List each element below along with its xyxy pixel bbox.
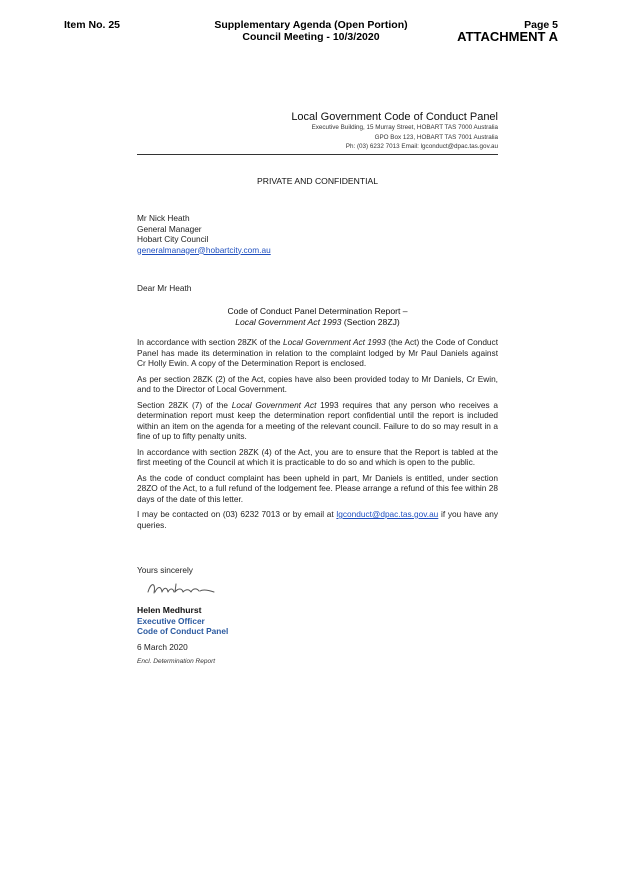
subject-line2 [137, 317, 498, 328]
attachment-label: ATTACHMENT A [457, 29, 558, 44]
paragraph-contact [137, 509, 498, 530]
letter-body [137, 337, 498, 535]
paragraph-copies: As per section 28ZK (2) of the Act, copies have also been provided today to Mr Daniels, Cr Ewin, and to the Director of Local Government. [137, 373, 498, 394]
recipient-address [137, 213, 271, 255]
subject-section: (Section 28ZJ) [341, 317, 400, 327]
signer-block [137, 605, 228, 637]
recipient-email-link[interactable]: generalmanager@hobartcity.com.au [137, 244, 271, 255]
subject-heading [137, 306, 498, 328]
letterhead [291, 111, 498, 152]
letterhead-postal: GPO Box 123, HOBART TAS 7001 Australia [374, 133, 498, 141]
paragraph-confidentiality [137, 400, 498, 442]
enclosure-note: Encl. Determination Report [137, 658, 216, 665]
recipient-organisation: Hobart City Council [137, 234, 209, 244]
signature-image [145, 578, 217, 598]
signer-name: Helen Medhurst [137, 605, 202, 615]
letterhead-divider [137, 154, 498, 155]
agenda-heading [200, 19, 422, 43]
paragraph-text: if you have any queries. [137, 509, 498, 530]
meeting-date: Council Meeting - 10/3/2020 [242, 31, 380, 43]
paragraph-determination [137, 337, 498, 369]
signoff: Yours sincerely [137, 565, 193, 575]
contact-email-link[interactable]: lgconduct@dpac.tas.gov.au [336, 509, 439, 519]
page-info [457, 19, 558, 43]
letterhead-address: Executive Building, 15 Murray Street, HOBART TAS 7000 Australia [311, 124, 498, 131]
item-number: Item No. 25 [64, 19, 121, 31]
subject-line1: Code of Conduct Panel Determination Report – [227, 306, 408, 316]
paragraph-tabling: In accordance with section 28ZK (4) of the Act, you are to ensure that the Report is tabled at the first meeting of the Council at which it is practicable to do so and which is open to the public. [137, 446, 498, 467]
recipient-title: General Manager [137, 223, 202, 234]
signer-panel: Code of Conduct Panel [137, 626, 229, 636]
letter-date: 6 March 2020 [137, 642, 188, 652]
paragraph-text: 1993 requires that any person who receives a determination report must keep the determination report confidential until the report is included within an item on the agenda for a meeting of the relevant council. Failure to do so may result in a fine of up to fifty penalty units. [137, 399, 499, 441]
agenda-title: Supplementary Agenda (Open Portion) [214, 19, 408, 31]
salutation: Dear Mr Heath [137, 283, 192, 293]
page-number: Page 5 [524, 19, 558, 31]
paragraph-text: In accordance with section 28ZK of the [137, 337, 283, 347]
act-name: Local Government Act [231, 399, 317, 410]
letterhead-contact: Ph: (03) 6232 7013 Email: lgconduct@dpac.tas.gov.au [345, 143, 498, 150]
signer-role: Executive Officer [137, 615, 205, 626]
paragraph-text: Section 28ZK (7) of the [137, 399, 232, 410]
paragraph-text: (the Act) the Code of Conduct Panel has made its determination in relation to the complaint lodged by Mr Paul Daniels against Cr Holly Ewin. A copy of the Determination Report is enclosed. [137, 337, 499, 368]
recipient-name: Mr Nick Heath [137, 213, 190, 223]
letterhead-title: Local Government Code of Conduct Panel [291, 111, 498, 123]
confidential-label: PRIVATE AND CONFIDENTIAL [257, 176, 378, 186]
subject-act-name: Local Government Act 1993 [235, 317, 342, 327]
paragraph-refund: As the code of conduct complaint has been upheld in part, Mr Daniels is entitled, under section 28ZO of the Act, to a full refund of the lodgement fee. Please arrange a refund of this fee within 28 days of the date of this letter. [137, 472, 498, 504]
act-name: Local Government Act 1993 [282, 337, 386, 347]
paragraph-text: I may be contacted on (03) 6232 7013 or by email at [137, 509, 337, 519]
